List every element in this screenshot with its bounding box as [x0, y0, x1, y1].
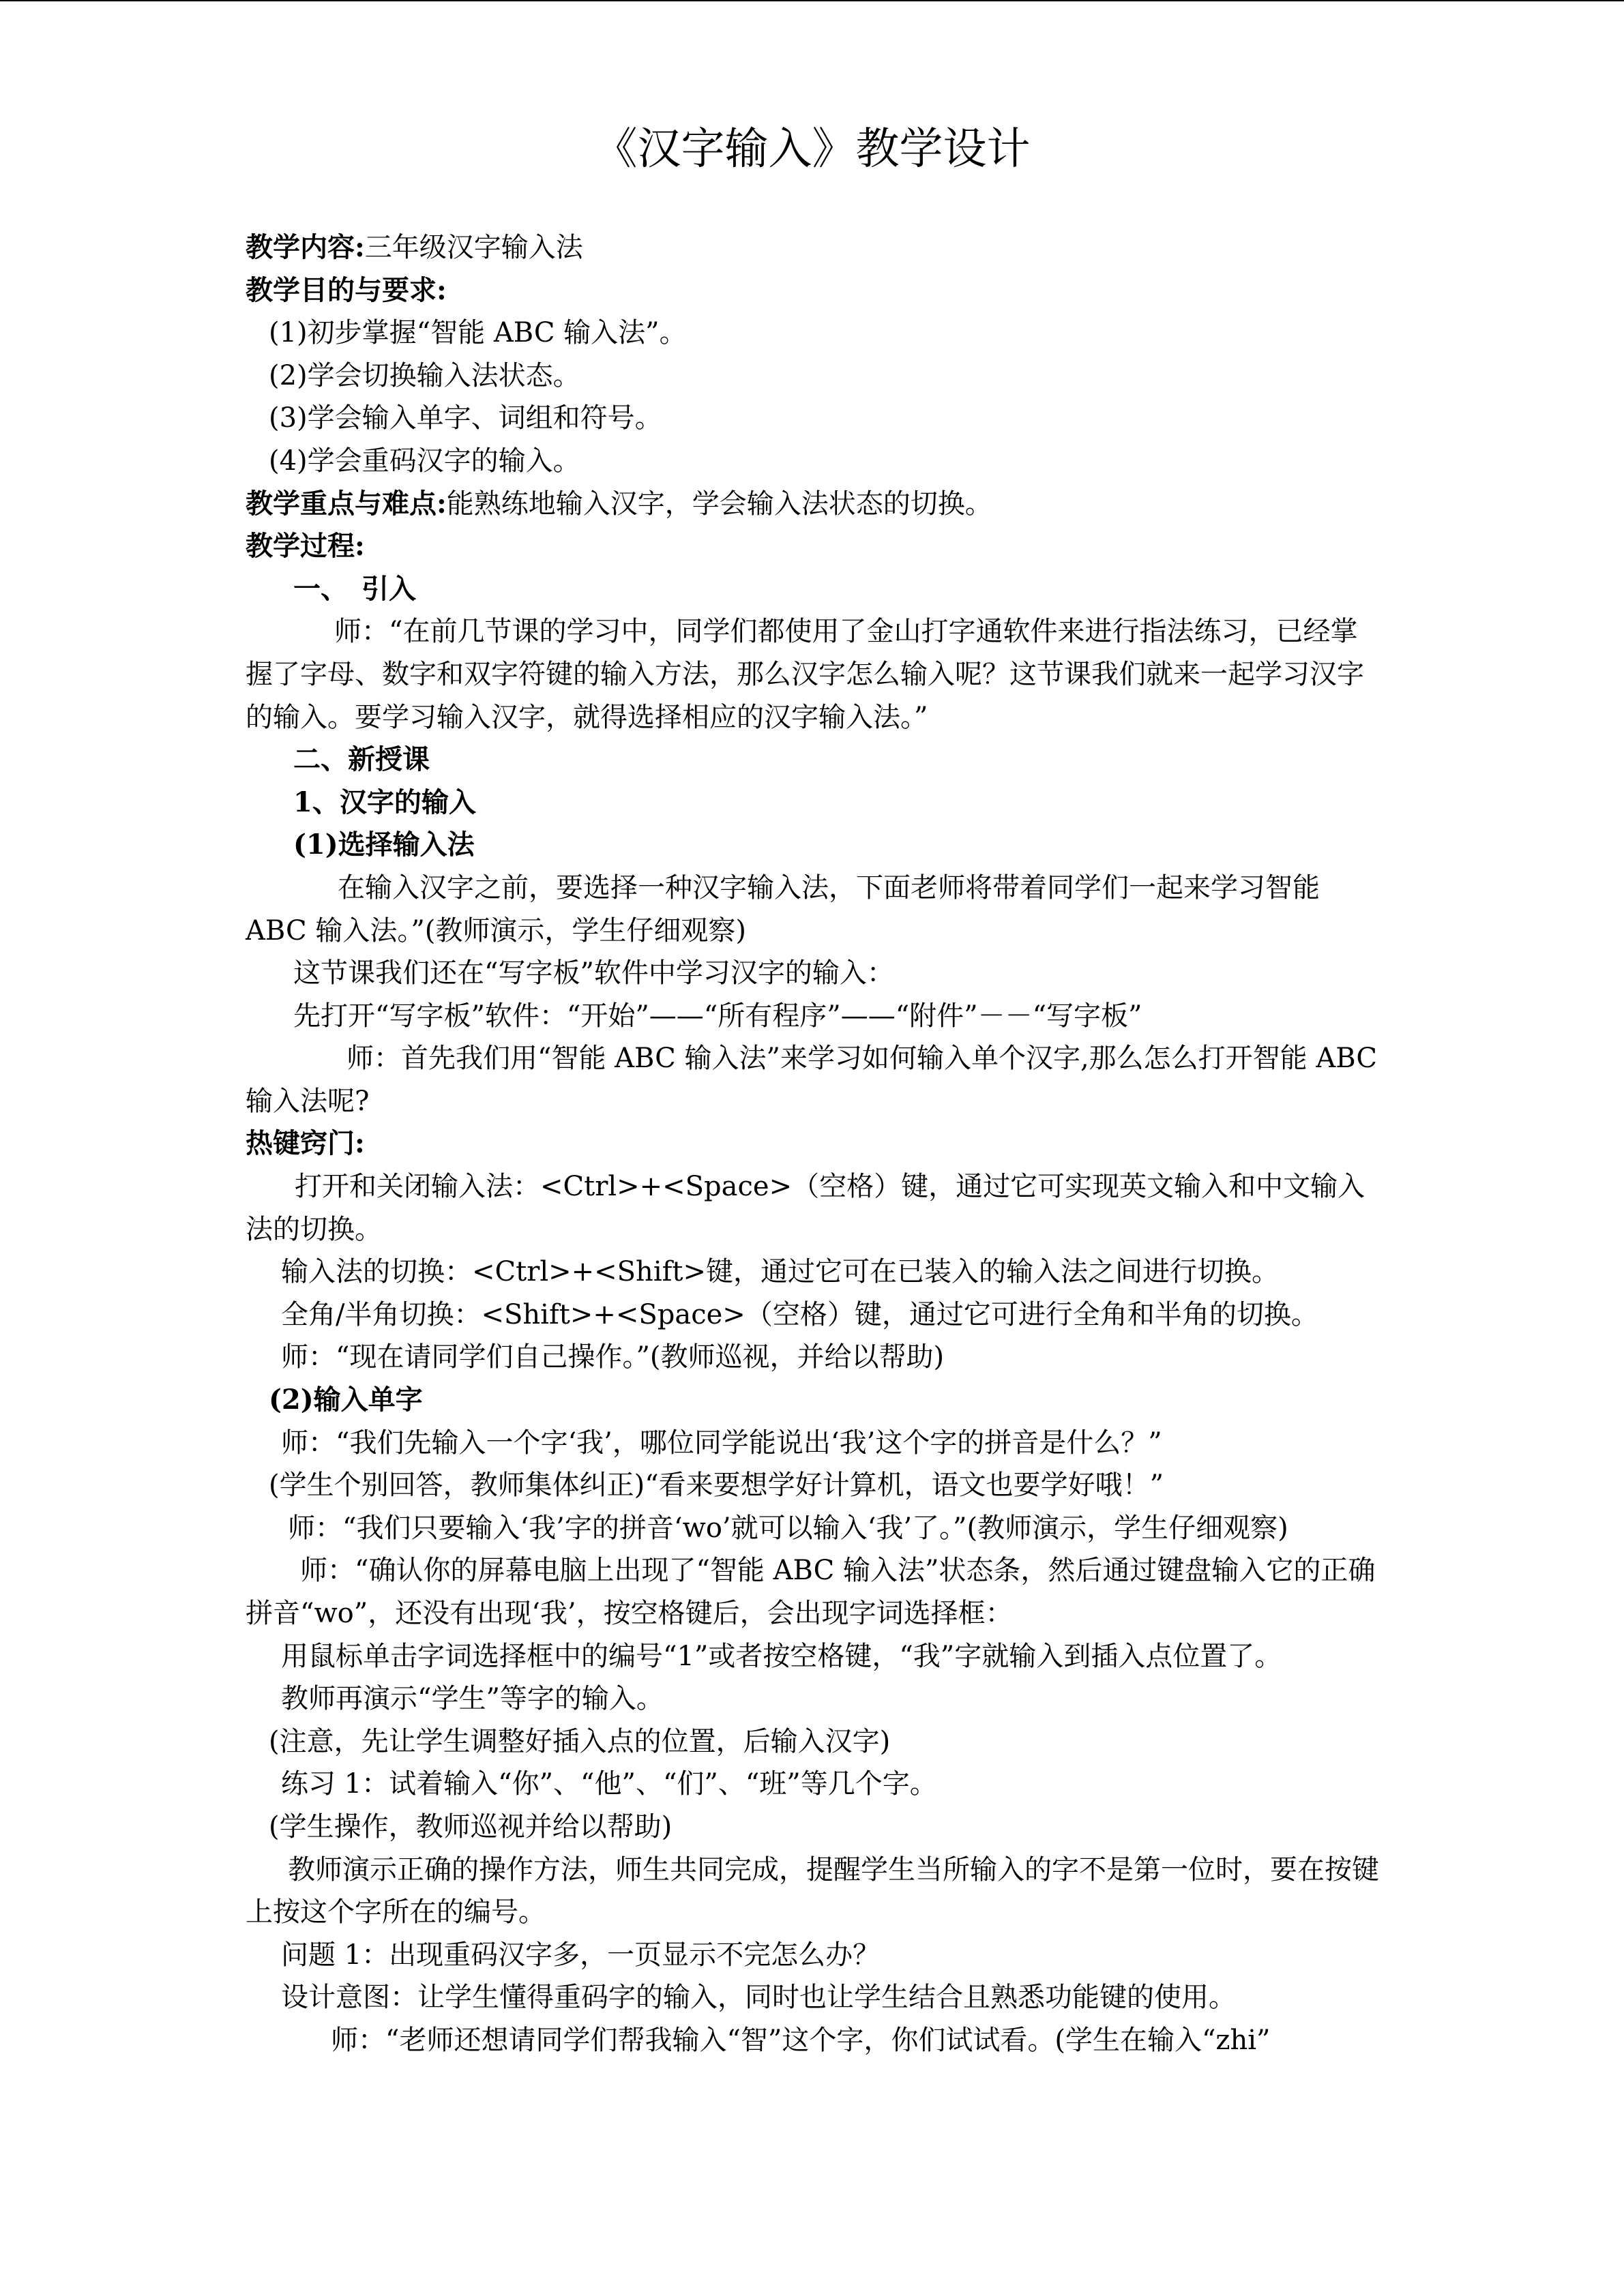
paragraph: 师：“我们先输入一个字‘我’，哪位同学能说出‘我’这个字的拼音是什么？” [281, 1427, 1162, 1459]
hotkey-paragraph: 打开和关闭输入法：<Ctrl>+<Space>（空格）键，通过它可实现英文输入和中文输入法的切换。 [246, 1171, 1365, 1245]
paragraph: (学生操作，教师巡视并给以帮助) [269, 1810, 673, 1843]
hotkeys-label: 热键窍门: [246, 1127, 365, 1160]
goal-item: (3)学会输入单字、词组和符号。 [269, 402, 662, 434]
paragraph: (注意，先让学生调整好插入点的位置，后输入汉字) [269, 1725, 891, 1757]
goals-label: 教学目的与要求: [246, 273, 447, 306]
subsection-heading: 1、汉字的输入 [293, 786, 476, 818]
paragraph: 用鼠标单击字词选择框中的编号“1”或者按空格键，“我”字就输入到插入点位置了。 [281, 1640, 1282, 1672]
goal-item: (1)初步掌握“智能 ABC 输入法”。 [269, 317, 687, 349]
paragraph: 先打开“写字板”软件：“开始”——“所有程序”——“附件”－－“写字板” [293, 1000, 1142, 1032]
key-points-label: 教学重点与难点: [246, 487, 447, 520]
section-1-paragraph: 师：“在前几节课的学习中，同学们都使用了金山打字通软件来进行指法练习，已经掌握了字母、数字和双字符键的输入方法，那么汉字怎么输入呢？这节课我们就来一起学习汉字的输入。要学习输入汉字，就得选择相应的汉字输入法。” [246, 616, 1364, 733]
paragraph: 师：首先我们用“智能 ABC 输入法”来学习如何输入单个汉字,那么怎么打开智能 ABC 输入法呢? [246, 1043, 1378, 1117]
paragraph: 师：“我们只要输入‘我’字的拼音‘wo’就可以输入‘我’了。”(教师演示，学生仔细观察) [288, 1512, 1288, 1544]
section-2-heading: 二、新授课 [293, 743, 430, 776]
paragraph: 设计意图：让学生懂得重码字的输入，同时也让学生结合且熟悉功能键的使用。 [281, 1982, 1236, 2014]
paragraph: (学生个别回答，教师集体纠正)“看来要想学好计算机，语文也要学好哦！” [269, 1470, 1164, 1502]
single-char-heading: (2)输入单字 [269, 1384, 423, 1416]
hotkey-paragraph: 全角/半角切换：<Shift>+<Space>（空格）键，通过它可进行全角和半角的切换。 [281, 1298, 1318, 1330]
hotkey-paragraph: 师：“现在请同学们自己操作。”(教师巡视，并给以帮助) [281, 1341, 945, 1373]
teaching-content-line [246, 226, 1381, 269]
paragraph: 师：“确认你的屏幕电脑上出现了“智能 ABC 输入法”状态条，然后通过键盘输入它的正确拼音“wo”，还没有出现‘我’，按空格键后，会出现字词选择框： [246, 1555, 1376, 1629]
document-title: 《汉字输入》教学设计 [593, 124, 1031, 175]
subsection-heading: (1)选择输入法 [293, 829, 475, 861]
document-body [246, 226, 1381, 2062]
paragraph: 师：“老师还想请同学们帮我输入“智”这个字，你们试试看。(学生在输入“zhi” [331, 2024, 1271, 2056]
hotkey-paragraph: 输入法的切换：<Ctrl>+<Shift>键，通过它可在已装入的输入法之间进行切换。 [281, 1256, 1280, 1288]
goal-item: (2)学会切换输入法状态。 [269, 359, 580, 391]
key-points-line [246, 483, 1381, 526]
section-1-heading: 一、 引入 [293, 572, 416, 605]
paragraph: 这节课我们还在“写字板”软件中学习汉字的输入： [293, 957, 894, 989]
paragraph: 教师演示正确的操作方法，师生共同完成，提醒学生当所输入的字不是第一位时，要在按键上按这个字所在的编号。 [246, 1853, 1379, 1928]
key-points-value: 能熟练地输入汉字，学会输入法状态的切换。 [446, 488, 992, 520]
paragraph: 在输入汉字之前，要选择一种汉字输入法，下面老师将带着同学们一起来学习智能 ABC 输入法。”(教师演示，学生仔细观察) [246, 871, 1320, 946]
teaching-content-label: 教学内容: [246, 231, 365, 263]
process-label: 教学过程: [246, 530, 365, 563]
paragraph: 练习 1：试着输入“你”、“他”、“们”、“班”等几个字。 [281, 1768, 937, 1800]
teaching-content-value: 三年级汉字输入法 [364, 232, 583, 263]
paragraph: 问题 1：出现重码汉字多，一页显示不完怎么办？ [281, 1939, 881, 1971]
paragraph: 教师再演示“学生”等字的输入。 [281, 1683, 664, 1715]
goal-item: (4)学会重码汉字的输入。 [269, 445, 580, 477]
